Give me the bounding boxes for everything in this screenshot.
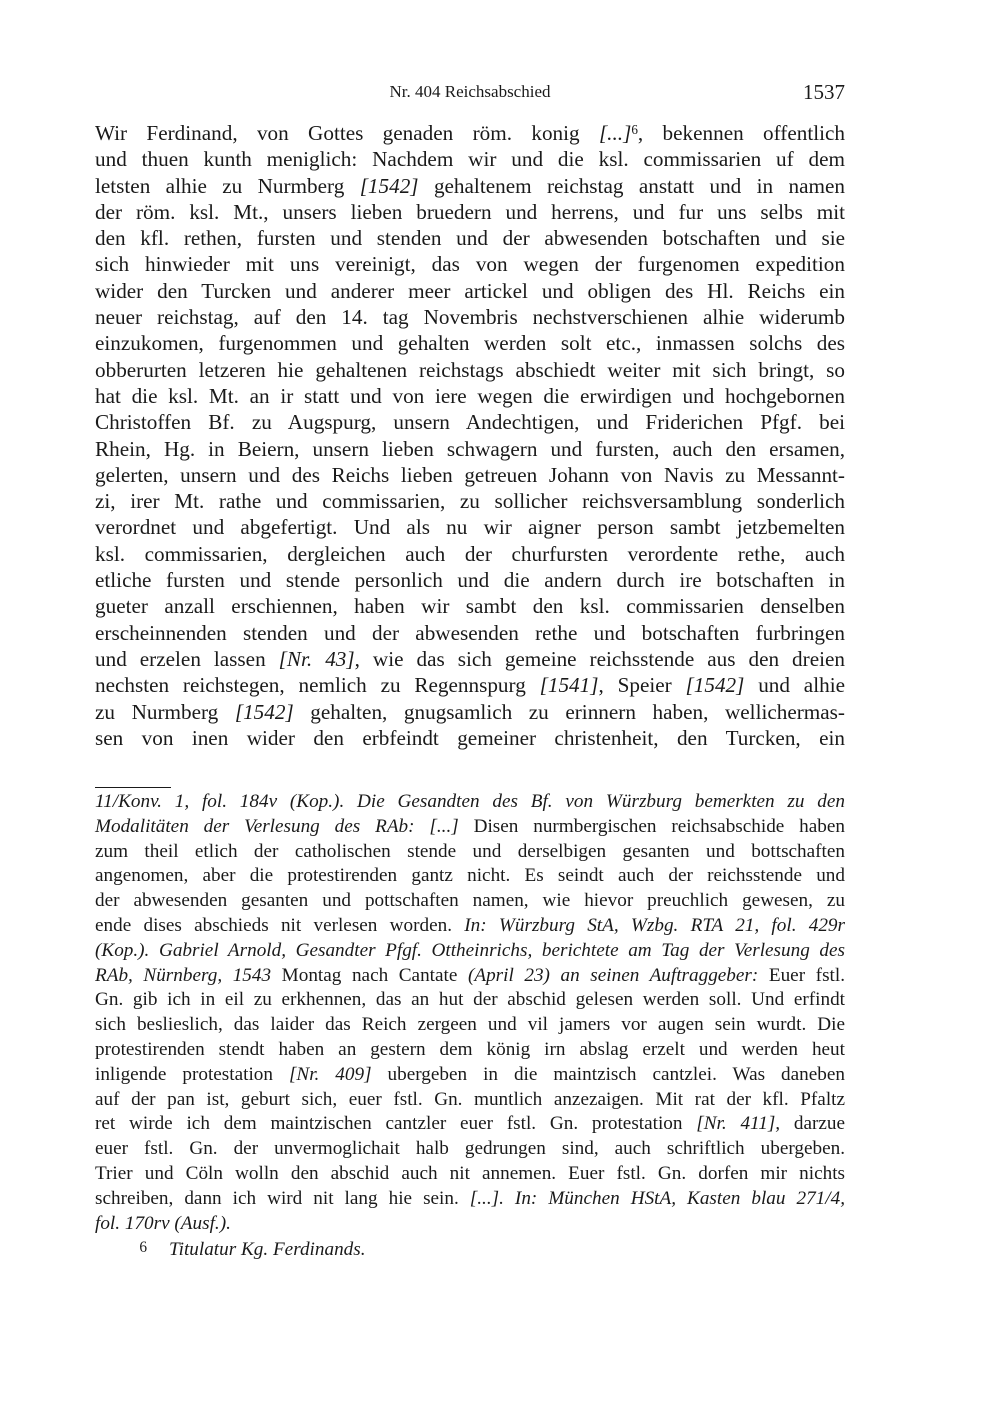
text-run: darzue	[780, 1113, 845, 1135]
italic-text: [Nr. 411],	[696, 1113, 781, 1135]
text-run: und erzelen lassen	[95, 646, 279, 671]
text-run: gehaltenem reichstag anstatt und in namen	[418, 173, 845, 198]
italic-text: (April 23) an seinen Auftraggeber:	[467, 964, 759, 986]
text-run: Disen nurmbergischen reichsabschide haben	[458, 815, 845, 837]
text-line	[95, 646, 845, 672]
text-run: , bekennen offentlich	[637, 121, 845, 145]
text-line	[95, 1013, 845, 1038]
text-line	[95, 964, 845, 989]
text-run: nechsten reichstegen, nemlich zu Regennspurg	[95, 673, 540, 698]
text-line	[95, 146, 845, 172]
text-run: schreiben, dann ich wird nit lang hie sein.	[95, 1187, 470, 1209]
text-line	[95, 436, 845, 462]
main-text-body	[95, 120, 845, 751]
text-run: einzukomen, furgenommen und gehalten werden solt etc., inmassen solchs des	[95, 331, 845, 356]
text-line	[95, 330, 845, 356]
text-line	[95, 278, 845, 304]
italic-text: Modalitäten der Verlesung des RAb: [...]	[95, 815, 459, 837]
text-run: Gn. gib ich in eil zu erkhennen, das an hut der abschid gelesen werden soll. Und erfindt	[95, 989, 845, 1011]
italic-text: In: Würzburg StA, Wzbg. RTA 21, fol. 429r	[464, 914, 845, 936]
text-line	[95, 1162, 845, 1187]
footnote-reference: 6	[631, 122, 638, 138]
text-line	[95, 251, 845, 277]
footnote-separator	[95, 787, 171, 788]
text-line	[95, 988, 845, 1013]
text-run: zum theil etlich der catholischen stende und derselbigen gesanten und bottschaften	[95, 840, 845, 862]
running-title: Nr. 404 Reichsabschied	[389, 82, 551, 101]
text-line	[95, 699, 845, 725]
text-run: sen von inen wider den erbfeindt gemeiner christenheit, den Turcken, ein	[95, 725, 845, 750]
footnotes	[95, 790, 845, 1261]
text-run: verordnet und abgefertigt. Und als nu wir aigner person sambt jetzbemelten	[95, 515, 845, 540]
text-run: neuer reichstag, auf den 14. tag Novembris nechstverschienen alhie widerumb	[95, 305, 845, 330]
text-line	[95, 840, 845, 865]
text-line	[95, 567, 845, 593]
text-run: hat die ksl. Mt. an ir statt und von iere wegen die erwirdigen und hochgebornen	[95, 383, 845, 408]
text-run: zi, irer Mt. rathe und commissarien, zu sollicher reichsversamblung sonderlich	[95, 489, 845, 514]
text-line	[95, 541, 845, 567]
text-run: Montag nach Cantate	[271, 964, 468, 986]
italic-text: [1541]	[539, 673, 599, 698]
footnote-6	[95, 1236, 845, 1261]
text-line	[95, 1112, 845, 1137]
text-line	[95, 914, 845, 939]
text-run: und thuen kunth meniglich: Nachdem wir und die ksl. commissarien uf dem	[95, 147, 845, 172]
italic-text: (Kop.). Gabriel Arnold, Gesandter Pfgf. Ottheinrichs, berichtete am Tag der Verlesung des	[95, 939, 845, 961]
text-run: gehalten, gnugsamlich zu erinnern haben, wellichermas-	[293, 699, 845, 724]
text-run: gueter anzall erschiennen, haben wir sambt den ksl. commissarien denselben	[95, 594, 845, 619]
text-run: Wir Ferdinand, von Gottes genaden röm. konig	[95, 121, 599, 145]
footnote-text: Titulatur Kg. Ferdinands.	[169, 1239, 366, 1261]
italic-text: [1542]	[359, 173, 419, 198]
text-run: letsten alhie zu Nurmberg	[95, 173, 360, 198]
text-line	[95, 725, 845, 751]
text-run: etliche fursten und stende personlich und die andern durch ire botschaften in	[95, 568, 845, 593]
text-line	[95, 815, 845, 840]
text-run: Euer fstl.	[758, 964, 845, 986]
italic-text: 11/Konv. 1, fol. 184v (Kop.). Die Gesandten des Bf. von Würzburg bemerkten zu den	[95, 791, 845, 812]
text-line	[95, 357, 845, 383]
italic-text: [...]. In: München HStA, Kasten blau 271/4,	[469, 1187, 845, 1209]
text-line	[95, 225, 845, 251]
text-run: sich beslieslich, das laider das Reich zergeen und vil jamers vor augen sein wurdt. Die	[95, 1014, 845, 1036]
text-run: inligende protestation	[95, 1063, 289, 1085]
text-line	[95, 488, 845, 514]
text-run: und alhie	[744, 673, 845, 698]
text-line	[95, 1137, 845, 1162]
text-line	[95, 199, 845, 225]
text-run: ret wirde ich dem maintzischen cantzler euer fstl. Gn. protestation	[95, 1113, 697, 1135]
text-line	[95, 173, 845, 199]
text-line	[95, 514, 845, 540]
text-run: auf der pan ist, geburt sich, euer fstl. Gn. muntlich anzezaigen. Mit rat der kfl. Pfaltz	[95, 1088, 845, 1110]
text-line	[95, 672, 845, 698]
text-line	[95, 409, 845, 435]
text-run: ende dises abschieds nit verlesen worden.	[95, 914, 465, 936]
footnote-number: 6	[139, 1239, 147, 1257]
text-line	[95, 1088, 845, 1113]
italic-text: [Nr. 409]	[288, 1063, 372, 1085]
italic-text: [1542]	[685, 673, 745, 698]
text-run: wider den Turcken und anderer meer artickel und obligen des Hl. Reichs ein	[95, 278, 845, 303]
text-run: der röm. ksl. Mt., unsers lieben bruedern und herrens, und fur uns selbs mit	[95, 199, 845, 224]
text-run: ksl. commissarien, dergleichen auch der churfursten verordente rethe, auch	[95, 541, 845, 566]
text-run: erscheinnenden stenden und der abwesenden rethe und botschaften furbringen	[95, 620, 845, 645]
text-line	[95, 1187, 845, 1212]
text-line	[95, 1063, 845, 1088]
text-run: , Speier	[598, 673, 686, 698]
text-line	[95, 790, 845, 815]
text-line	[95, 939, 845, 964]
text-run: der abwesenden gesanten und pottschaften namen, wie hievor preuchlich gewesen, zu	[95, 890, 845, 912]
text-run: zu Nurmberg	[95, 699, 235, 724]
italic-text: RAb, Nürnberg, 1543	[95, 964, 272, 986]
text-run: euer fstl. Gn. der unvermoglichait halb gedrungen sind, auch schriftlich ubergeben.	[95, 1138, 845, 1160]
text-line	[95, 383, 845, 409]
text-line	[95, 1212, 845, 1237]
text-run: Christoffen Bf. zu Augspurg, unsern Andechtigen, und Friderichen Pfgf. bei	[95, 410, 845, 435]
text-run: Rhein, Hg. in Beiern, unsern lieben schwagern und fursten, auch den ersamen,	[95, 436, 845, 461]
text-run: angenomen, aber die protestirenden gantz nicht. Es seindt auch der reichsstende und	[95, 865, 845, 887]
text-line	[95, 120, 845, 146]
text-line	[95, 1038, 845, 1063]
text-run: ubergeben in die maintzisch cantzlei. Was daneben	[371, 1063, 845, 1085]
text-line	[95, 620, 845, 646]
text-run: gelerten, unsern und des Reichs lieben getreuen Johann von Navis zu Messannt-	[95, 462, 845, 487]
text-run: den kfl. rethen, fursten und stenden und der abwesenden botschaften und sie	[95, 226, 845, 251]
text-line	[95, 462, 845, 488]
text-run: protestirenden stendt haben an gestern dem könig irn abslag erzelt und werden heut	[95, 1038, 845, 1060]
italic-text: [Nr. 43]	[278, 646, 355, 671]
text-run: obberurten letzeren hie gehaltenen reichstags abschiedt weiter mit sich bringt, so	[95, 357, 845, 382]
text-line	[95, 593, 845, 619]
italic-text: [...]	[598, 121, 632, 145]
text-line	[95, 864, 845, 889]
text-run: sich hinwieder mit uns vereinigt, das von wegen der furgenomen expedition	[95, 252, 845, 277]
page-number: 1537	[803, 80, 845, 104]
text-line	[95, 889, 845, 914]
italic-text: fol. 170rv (Ausf.).	[95, 1212, 231, 1234]
text-run: , wie das sich gemeine reichsstende aus den dreien	[354, 646, 845, 671]
italic-text: [1542]	[234, 699, 294, 724]
running-head	[95, 80, 845, 106]
text-line	[95, 304, 845, 330]
text-run: Trier und Cöln wolln den abschid auch nit annemen. Euer fstl. Gn. dorfen mir nichts	[95, 1162, 845, 1184]
footnote-continued	[95, 790, 845, 1236]
